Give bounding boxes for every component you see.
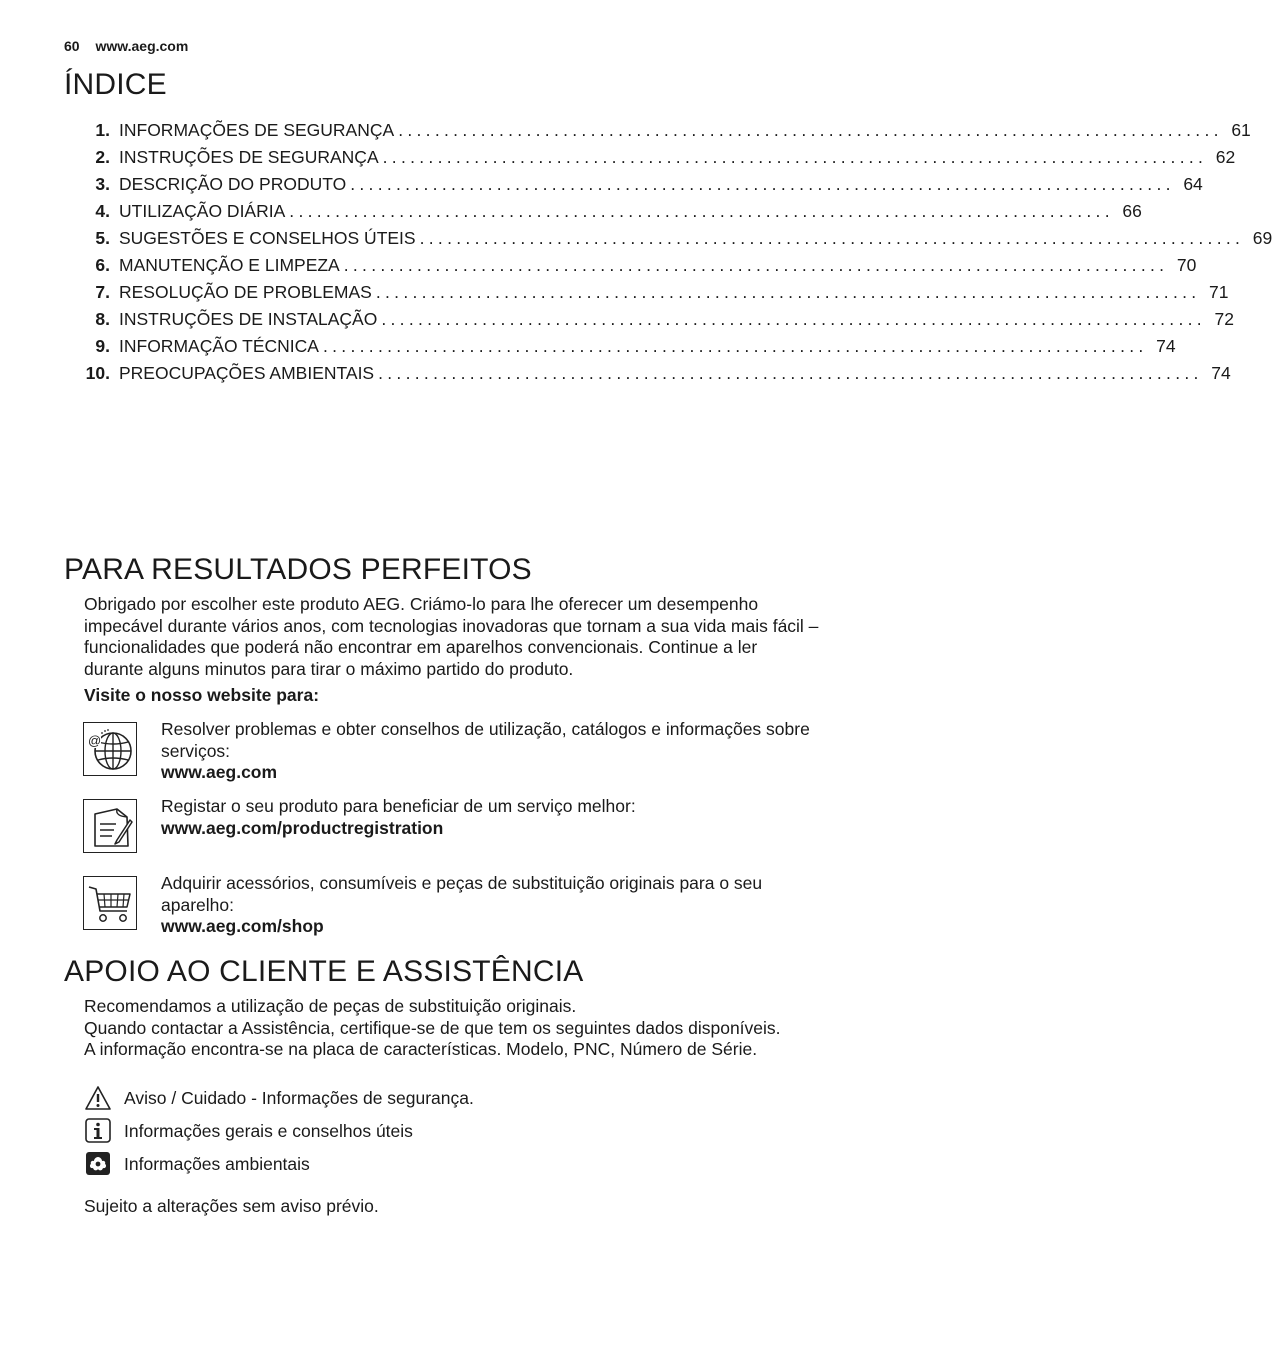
legend-info: [84, 1118, 413, 1144]
toc-item[interactable]: 10. PREOCUPAÇÕES AMBIENTAIS .......................................................................................... 74: [85, 363, 1231, 383]
toc-item[interactable]: 4. UTILIZAÇÃO DIÁRIA .......................................................................................... 66: [95, 201, 1142, 221]
link-support-url[interactable]: www.aeg.com: [161, 762, 278, 782]
toc-item[interactable]: 1. INFORMAÇÕES DE SEGURANÇA .......................................................................................... 61: [95, 120, 1251, 140]
toc-title: ÍNDICE: [64, 68, 167, 101]
legend-environment: [84, 1151, 310, 1177]
registration-icon: [83, 799, 137, 853]
toc-item[interactable]: 5. SUGESTÕES E CONSELHOS ÚTEIS .......................................................................................... 69: [95, 228, 1272, 248]
link-shop-url[interactable]: www.aeg.com/shop: [161, 916, 324, 936]
page-number: 60: [64, 38, 80, 54]
support-intro: Recomendamos a utilização de peças de substituição originais. Quando contactar a Assistência, certifique-se de que tem os seguintes dados disponíveis. A informação encontra-se na placa de características. Modelo, PNC, Número de Série.: [84, 996, 781, 1059]
toc-leader: ..........................................................................................: [398, 120, 1223, 140]
toc-leader: ..........................................................................................: [382, 147, 1208, 167]
legend-info-text: Informações gerais e conselhos úteis: [124, 1120, 413, 1141]
toc-item[interactable]: 9. INFORMAÇÃO TÉCNICA .......................................................................................... 74: [95, 336, 1176, 356]
toc-leader: ..........................................................................................: [381, 309, 1206, 329]
svg-text:@: @: [88, 733, 102, 748]
perfect-intro: Obrigado por escolher este produto AEG. Criámo-lo para lhe oferecer um desempenho impecável durante vários anos, com tecnologias inovadoras que tornam a sua vida mais fácil – funcionalidades que poderá não encontrar em aparelhos convencionais. Continue a ler durante alguns minutos para tirar o máximo partido do produto.: [84, 594, 819, 679]
warning-icon: [84, 1085, 112, 1111]
toc-item[interactable]: 3. DESCRIÇÃO DO PRODUTO .......................................................................................... 64: [95, 174, 1203, 194]
environment-icon: [84, 1151, 112, 1177]
toc-item[interactable]: 2. INSTRUÇÕES DE SEGURANÇA .......................................................................................... 62: [95, 147, 1236, 167]
customer-support-title: APOIO AO CLIENTE E ASSISTÊNCIA: [64, 955, 584, 988]
toc-item[interactable]: 7. RESOLUÇÃO DE PROBLEMAS .......................................................................................... 71: [95, 282, 1229, 302]
perfect-results-title: PARA RESULTADOS PERFEITOS: [64, 553, 532, 586]
disclaimer: Sujeito a alterações sem aviso prévio.: [84, 1196, 379, 1216]
link-registration-url[interactable]: www.aeg.com/productregistration: [161, 817, 444, 838]
shopping-cart-icon: [83, 876, 137, 930]
legend-warning-text: Aviso / Cuidado - Informações de segurança.: [124, 1087, 474, 1108]
legend-warning: [84, 1085, 474, 1111]
toc-leader: ..........................................................................................: [378, 363, 1203, 383]
link-support-text: Resolver problemas e obter conselhos de utilização, catálogos e informações sobre serviços: www.aeg.com: [161, 719, 901, 784]
toc-leader: ..........................................................................................: [289, 201, 1114, 221]
toc-item[interactable]: 8. INSTRUÇÕES DE INSTALAÇÃO .......................................................................................... 72: [95, 309, 1234, 329]
link-registration-text: Registar o seu produto para beneficiar de um serviço melhor: www.aeg.com/productregistration: [161, 796, 901, 839]
toc-leader: ..........................................................................................: [419, 228, 1245, 248]
toc-leader: ..........................................................................................: [322, 336, 1148, 356]
link-shop-text: Adquirir acessórios, consumíveis e peças de substituição originais para o seu aparelho: www.aeg.com/shop: [161, 873, 901, 938]
page-header: [64, 38, 188, 54]
toc-leader: ..........................................................................................: [350, 174, 1175, 194]
header-website[interactable]: www.aeg.com: [95, 38, 189, 54]
visit-label: Visite o nosso website para:: [84, 685, 320, 705]
toc-leader: ..........................................................................................: [375, 282, 1201, 302]
legend-environment-text: Informações ambientais: [124, 1153, 310, 1174]
info-icon: [84, 1118, 112, 1144]
toc-leader: ..........................................................................................: [343, 255, 1169, 275]
toc-item[interactable]: 6. MANUTENÇÃO E LIMPEZA .......................................................................................... 70: [95, 255, 1197, 275]
table-of-contents: [80, 120, 1272, 390]
globe-icon: [83, 722, 137, 776]
